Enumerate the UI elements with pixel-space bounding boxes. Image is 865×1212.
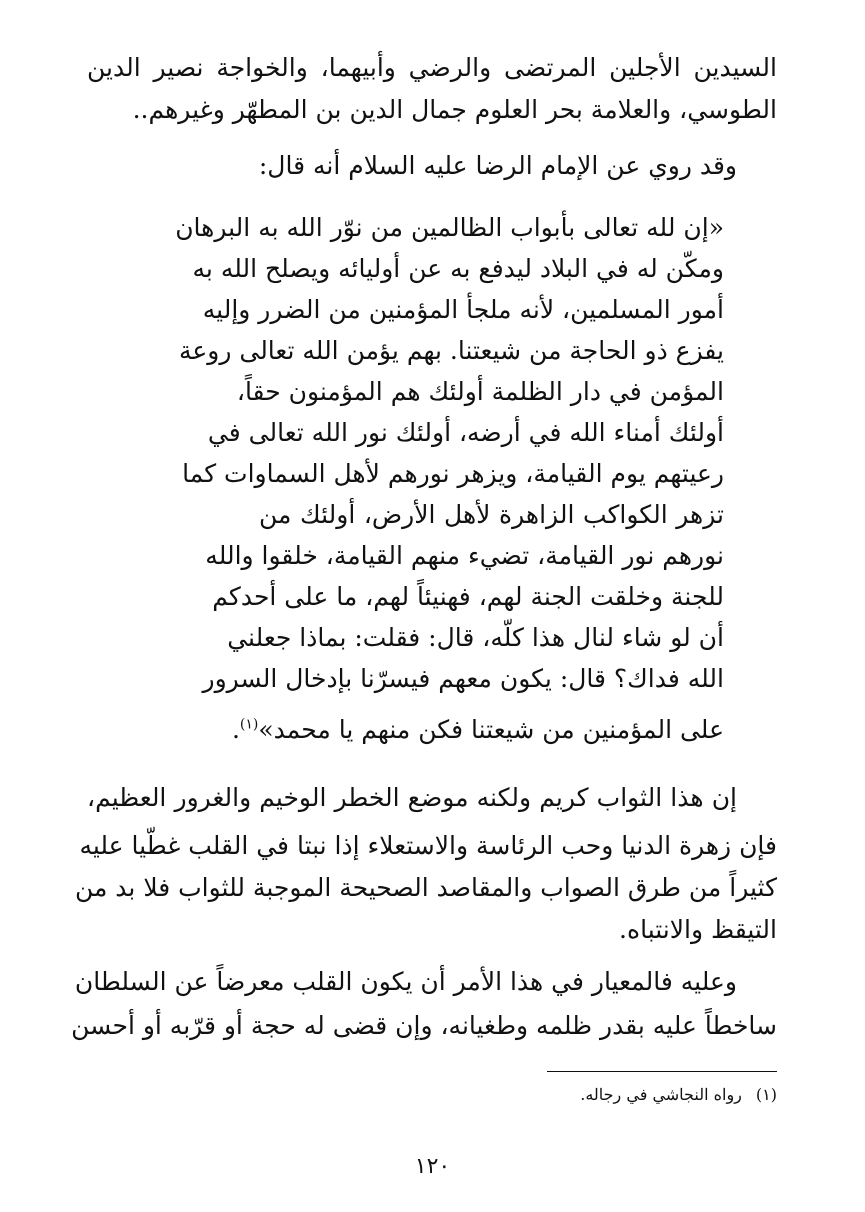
quote-line-8: تزهر الكواكب الزاهرة لأهل الأرض، أولئك من: [259, 500, 724, 529]
quote-line-13: [231, 710, 724, 750]
intro-line: وقد روي عن الإمام الرضا عليه السلام أنه قال:: [258, 151, 737, 180]
para2-line-1: إن هذا الثواب كريم ولكنه موضع الخطر الوخيم والغرور العظيم،: [87, 783, 737, 812]
quote-line-12: الله فداك؟ قال: يكون معهم فيسرّنا بإدخال السرور: [202, 664, 724, 693]
quote-line-6: أولئك أمناء الله في أرضه، أولئك نور الله تعالى في: [207, 418, 724, 447]
footnote-text: رواه النجاشي في رجاله.: [580, 1085, 742, 1104]
page-number: ١٢٠: [414, 1154, 451, 1179]
footnote-number: (١): [755, 1085, 777, 1104]
footnote: [580, 1083, 777, 1107]
quote-line-7: رعيتهم يوم القيامة، ويزهر نورهم لأهل السماوات كما: [182, 459, 724, 488]
quote-last-text: على المؤمنين من شيعتنا فكن منهم يا محمد»: [258, 715, 724, 744]
para3-line-2: ساخطاً عليه بقدر ظلمه وطغيانه، وإن قضى له حجة أو قرّبه أو أحسن: [71, 1011, 777, 1040]
quote-line-2: ومكّن له في البلاد ليدفع به عن أوليائه ويصلح الله به: [192, 254, 724, 283]
quote-line-3: أمور المسلمين، لأنه ملجأ المؤمنين من الضرر وإليه: [202, 295, 724, 324]
para2-line-2: فإن زهرة الدنيا وحب الرئاسة والاستعلاء إذا نبتا في القلب غطّيا عليه: [79, 831, 777, 860]
para2-line-4: التيقظ والانتباه.: [619, 915, 777, 944]
quote-line-1: «إن لله تعالى بأبواب الظالمين من نوّر الله به البرهان: [175, 213, 724, 242]
quote-end-mark: .: [231, 715, 240, 744]
body-line-2: الطوسي، والعلامة بحر العلوم جمال الدين بن المطهّر وغيرهم..: [132, 95, 777, 124]
quote-line-11: أن لو شاء لنال هذا كلّه، قال: فقلت: بماذا جعلني: [227, 623, 724, 652]
quote-line-5: المؤمن في دار الظلمة أولئك هم المؤمنون حقاً،: [236, 377, 724, 406]
para3-line-1: وعليه فالمعيار في هذا الأمر أن يكون القلب معرضاً عن السلطان: [74, 967, 737, 996]
body-line-1: السيدين الأجلين المرتضى والرضي وأبيهما، والخواجة نصير الدين: [87, 53, 777, 82]
para2-line-3: كثيراً من طرق الصواب والمقاصد الصحيحة الموجبة للثواب فلا بد من: [74, 873, 777, 902]
footnote-divider: [547, 1071, 777, 1072]
quote-line-10: للجنة وخلقت الجنة لهم، فهنيئاً لهم، ما على أحدكم: [212, 582, 724, 611]
quote-line-4: يفزع ذو الحاجة من شيعتنا. بهم يؤمن الله تعالى روعة: [178, 336, 724, 365]
quote-line-9: نورهم نور القيامة، تضيء منهم القيامة، خلقوا والله: [205, 541, 724, 570]
footnote-ref[interactable]: (١): [239, 716, 259, 733]
